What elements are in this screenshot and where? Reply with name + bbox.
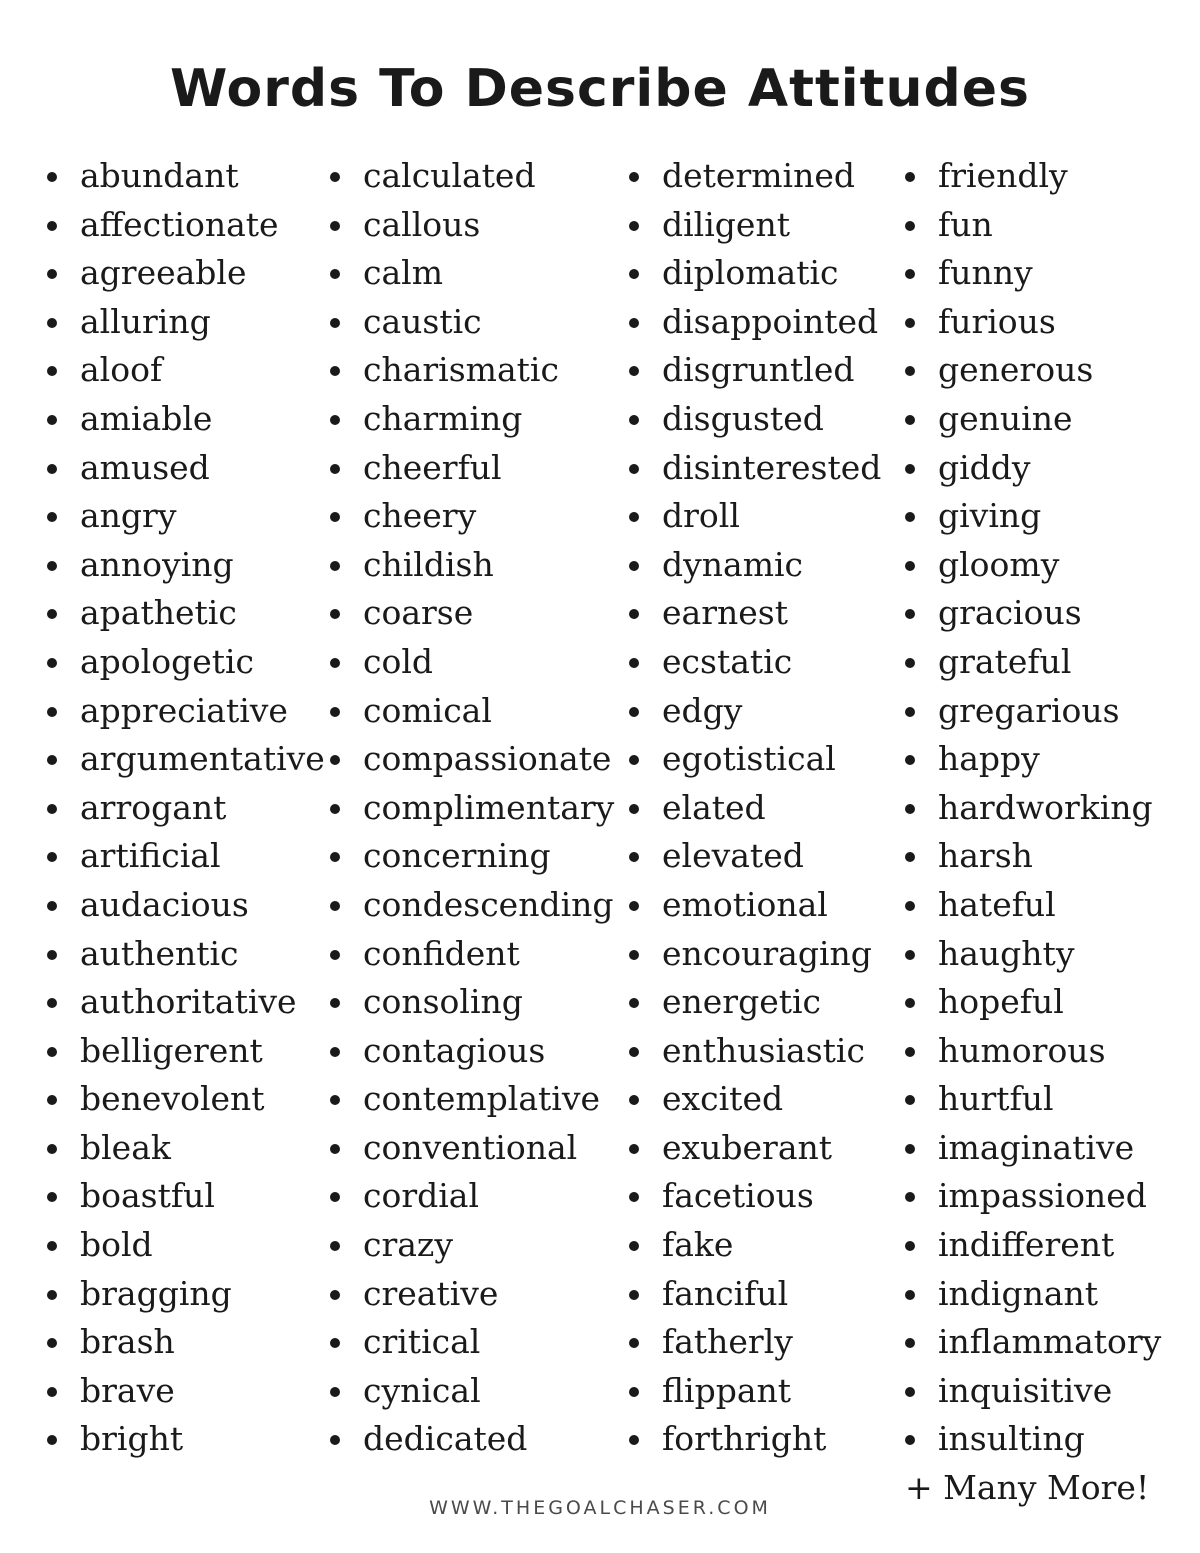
bullet-icon (629, 464, 639, 474)
word-label: droll (662, 496, 740, 536)
bullet-icon (47, 950, 57, 960)
bullet-icon (905, 415, 915, 425)
word-label: contemplative (363, 1079, 601, 1119)
word-label: charismatic (363, 350, 559, 390)
word-label: concerning (363, 836, 551, 876)
bullet-icon (330, 1095, 340, 1105)
word-label: bleak (80, 1127, 171, 1167)
word-label: childish (363, 544, 494, 584)
bullet-icon (905, 269, 915, 279)
footer-website-url: WWW.THEGOALCHASER.COM (429, 1497, 771, 1519)
word-label: gloomy (938, 544, 1060, 584)
bullet-icon (629, 1047, 639, 1057)
bullet-icon (330, 852, 340, 862)
bullet-icon (905, 1047, 915, 1057)
bullet-icon (629, 950, 639, 960)
bullet-icon (330, 998, 340, 1008)
word-label: bold (80, 1225, 153, 1265)
word-label: belligerent (80, 1030, 263, 1070)
word-label: annoying (80, 544, 234, 584)
word-label: amused (80, 447, 210, 487)
word-label: compassionate (363, 739, 612, 779)
bullet-icon (629, 804, 639, 814)
bullet-icon (330, 658, 340, 668)
bullet-icon (47, 998, 57, 1008)
bullet-icon (629, 1241, 639, 1251)
word-label: humorous (938, 1030, 1106, 1070)
word-label: hurtful (938, 1079, 1054, 1119)
bullet-icon (905, 1435, 915, 1445)
word-label: cordial (363, 1176, 480, 1216)
bullet-icon (47, 755, 57, 765)
bullet-icon (47, 707, 57, 717)
bullet-icon (905, 852, 915, 862)
word-label: cold (363, 641, 434, 681)
word-label: friendly (938, 156, 1068, 195)
bullet-icon (905, 804, 915, 814)
word-label: elated (662, 787, 766, 827)
word-label: facetious (662, 1176, 814, 1216)
word-label: fatherly (662, 1322, 793, 1362)
bullet-icon (629, 269, 639, 279)
bullet-icon (47, 1435, 57, 1445)
many-more-note: + Many More! (905, 1468, 1150, 1507)
bullet-icon (629, 755, 639, 765)
word-label: diligent (662, 204, 790, 244)
word-label: elevated (662, 836, 804, 876)
word-label: emotional (662, 884, 828, 924)
bullet-icon (905, 561, 915, 571)
bullet-icon (905, 1144, 915, 1154)
word-label: agreeable (80, 253, 247, 293)
word-label: impassioned (938, 1176, 1147, 1216)
bullet-icon (330, 172, 340, 182)
word-label: fanciful (662, 1273, 789, 1313)
bullet-icon (905, 950, 915, 960)
bullet-icon (330, 707, 340, 717)
bullet-icon (905, 1338, 915, 1348)
word-label: conventional (363, 1127, 578, 1167)
word-label: boastful (80, 1176, 215, 1216)
bullet-icon (905, 658, 915, 668)
bullet-icon (47, 366, 57, 376)
bullet-icon (330, 1435, 340, 1445)
bullet-icon (47, 561, 57, 571)
word-label: inquisitive (938, 1370, 1113, 1410)
word-label: encouraging (662, 933, 872, 973)
bullet-icon (47, 1192, 57, 1202)
word-label: hateful (938, 884, 1056, 924)
word-label: imaginative (938, 1127, 1135, 1167)
word-label: critical (363, 1322, 481, 1362)
bullet-icon (47, 1290, 57, 1300)
bullet-icon (905, 221, 915, 231)
word-label: angry (80, 496, 177, 536)
bullet-icon (629, 512, 639, 522)
bullet-icon (47, 1338, 57, 1348)
bullet-icon (905, 1192, 915, 1202)
word-label: callous (363, 204, 481, 244)
word-label: enthusiastic (662, 1030, 865, 1070)
bullet-icon (629, 1144, 639, 1154)
word-label: excited (662, 1079, 784, 1119)
bullet-icon (330, 755, 340, 765)
word-label: comical (363, 690, 492, 730)
word-label: disgruntled (662, 350, 855, 390)
bullet-icon (330, 804, 340, 814)
bullet-icon (905, 901, 915, 911)
word-label: abundant (80, 156, 239, 195)
bullet-icon (905, 1095, 915, 1105)
word-label: egotistical (662, 739, 836, 779)
bullet-icon (905, 1241, 915, 1251)
bullet-icon (629, 609, 639, 619)
word-label: exuberant (662, 1127, 833, 1167)
bullet-icon (47, 658, 57, 668)
bullet-icon (330, 561, 340, 571)
word-label: calm (363, 253, 444, 293)
bullet-icon (47, 1144, 57, 1154)
bullet-icon (330, 366, 340, 376)
bullet-icon (905, 998, 915, 1008)
word-label: grateful (938, 641, 1072, 681)
bullet-icon (629, 221, 639, 231)
word-label: contagious (363, 1030, 546, 1070)
word-label: brash (80, 1322, 175, 1362)
word-label: insulting (938, 1419, 1085, 1459)
word-label: determined (662, 156, 855, 195)
bullet-icon (905, 366, 915, 376)
word-label: benevolent (80, 1079, 265, 1119)
word-label: energetic (662, 982, 822, 1022)
word-label: gregarious (938, 690, 1120, 730)
word-label: caustic (363, 301, 482, 341)
word-label: funny (938, 253, 1033, 293)
bullet-icon (330, 901, 340, 911)
bullet-icon (905, 609, 915, 619)
word-label: complimentary (363, 787, 615, 827)
word-label: crazy (363, 1225, 453, 1265)
word-label: calculated (363, 156, 536, 195)
bullet-icon (47, 609, 57, 619)
bullet-icon (330, 1192, 340, 1202)
bullet-icon (47, 1387, 57, 1397)
bullet-icon (629, 901, 639, 911)
word-label: aloof (80, 350, 163, 390)
bullet-icon (47, 464, 57, 474)
bullet-icon (629, 318, 639, 328)
word-label: dynamic (662, 544, 804, 584)
bullet-icon (905, 1290, 915, 1300)
bullet-icon (629, 1095, 639, 1105)
bullet-icon (47, 1095, 57, 1105)
word-label: affectionate (80, 204, 279, 244)
word-label: dedicated (363, 1419, 528, 1459)
bullet-icon (330, 1144, 340, 1154)
bullet-icon (905, 707, 915, 717)
bullet-icon (47, 852, 57, 862)
word-label: happy (938, 739, 1040, 779)
bullet-icon (330, 512, 340, 522)
word-label: hopeful (938, 982, 1064, 1022)
word-label: consoling (363, 982, 523, 1022)
bullet-icon (905, 512, 915, 522)
bullet-icon (905, 318, 915, 328)
word-label: appreciative (80, 690, 288, 730)
bullet-icon (629, 1435, 639, 1445)
bullet-icon (47, 415, 57, 425)
bullet-icon (330, 415, 340, 425)
bullet-icon (629, 366, 639, 376)
bullet-icon (629, 707, 639, 717)
bullet-icon (905, 464, 915, 474)
word-label: giving (938, 496, 1042, 536)
word-label: haughty (938, 933, 1075, 973)
word-label: ecstatic (662, 641, 793, 681)
word-label: earnest (662, 593, 788, 633)
bullet-icon (629, 561, 639, 571)
bullet-icon (629, 172, 639, 182)
bullet-icon (330, 1047, 340, 1057)
word-label: diplomatic (662, 253, 839, 293)
bullet-icon (330, 950, 340, 960)
word-label: inflammatory (938, 1322, 1162, 1362)
bullet-icon (330, 221, 340, 231)
word-label: charming (363, 398, 523, 438)
bullet-icon (629, 1290, 639, 1300)
word-label: authoritative (80, 982, 297, 1022)
bullet-icon (905, 1387, 915, 1397)
bullet-icon (330, 1241, 340, 1251)
bullet-icon (47, 318, 57, 328)
word-label: cheerful (363, 447, 502, 487)
word-label: indifferent (938, 1225, 1115, 1265)
bullet-icon (47, 804, 57, 814)
bullet-icon (629, 852, 639, 862)
bullet-icon (330, 609, 340, 619)
bullet-icon (629, 1387, 639, 1397)
word-label: coarse (363, 593, 474, 633)
word-label: artificial (80, 836, 221, 876)
word-label: genuine (938, 398, 1073, 438)
word-label: creative (363, 1273, 499, 1313)
word-label: harsh (938, 836, 1033, 876)
bullet-icon (330, 1290, 340, 1300)
word-label: flippant (662, 1370, 792, 1410)
word-label: hardworking (938, 787, 1153, 827)
word-label: apathetic (80, 593, 237, 633)
bullet-icon (330, 1338, 340, 1348)
word-label: indignant (938, 1273, 1099, 1313)
bullet-icon (47, 512, 57, 522)
bullet-icon (47, 269, 57, 279)
word-label: disappointed (662, 301, 879, 341)
word-label: cynical (363, 1370, 481, 1410)
bullet-icon (330, 1387, 340, 1397)
bullet-icon (330, 269, 340, 279)
bullet-icon (47, 1047, 57, 1057)
word-label: disinterested (662, 447, 882, 487)
word-label: argumentative (80, 739, 325, 779)
word-label: furious (938, 301, 1056, 341)
bullet-icon (47, 1241, 57, 1251)
bullet-icon (629, 658, 639, 668)
page-title: Words To Describe Attitudes (170, 58, 1030, 119)
word-label: apologetic (80, 641, 255, 681)
bullet-icon (330, 318, 340, 328)
word-label: edgy (662, 690, 743, 730)
word-label: gracious (938, 593, 1082, 633)
word-label: condescending (363, 884, 614, 924)
word-label: alluring (80, 301, 211, 341)
word-label: amiable (80, 398, 213, 438)
word-label: disgusted (662, 398, 824, 438)
word-label: generous (938, 350, 1094, 390)
bullet-icon (629, 1192, 639, 1202)
word-label: audacious (80, 884, 249, 924)
word-label: arrogant (80, 787, 227, 827)
word-label: authentic (80, 933, 239, 973)
word-label: fun (938, 204, 993, 244)
word-label: bragging (80, 1273, 232, 1313)
bullet-icon (47, 172, 57, 182)
word-label: cheery (363, 496, 477, 536)
bullet-icon (629, 1338, 639, 1348)
word-label: fake (662, 1225, 734, 1265)
bullet-icon (330, 464, 340, 474)
word-label: bright (80, 1419, 184, 1459)
bullet-icon (905, 172, 915, 182)
bullet-icon (47, 901, 57, 911)
bullet-icon (629, 998, 639, 1008)
word-label: confident (363, 933, 520, 973)
bullet-icon (905, 755, 915, 765)
bullet-icon (47, 221, 57, 231)
word-label: giddy (938, 447, 1031, 487)
word-label: brave (80, 1370, 175, 1410)
word-label: forthright (662, 1419, 827, 1459)
bullet-icon (629, 415, 639, 425)
